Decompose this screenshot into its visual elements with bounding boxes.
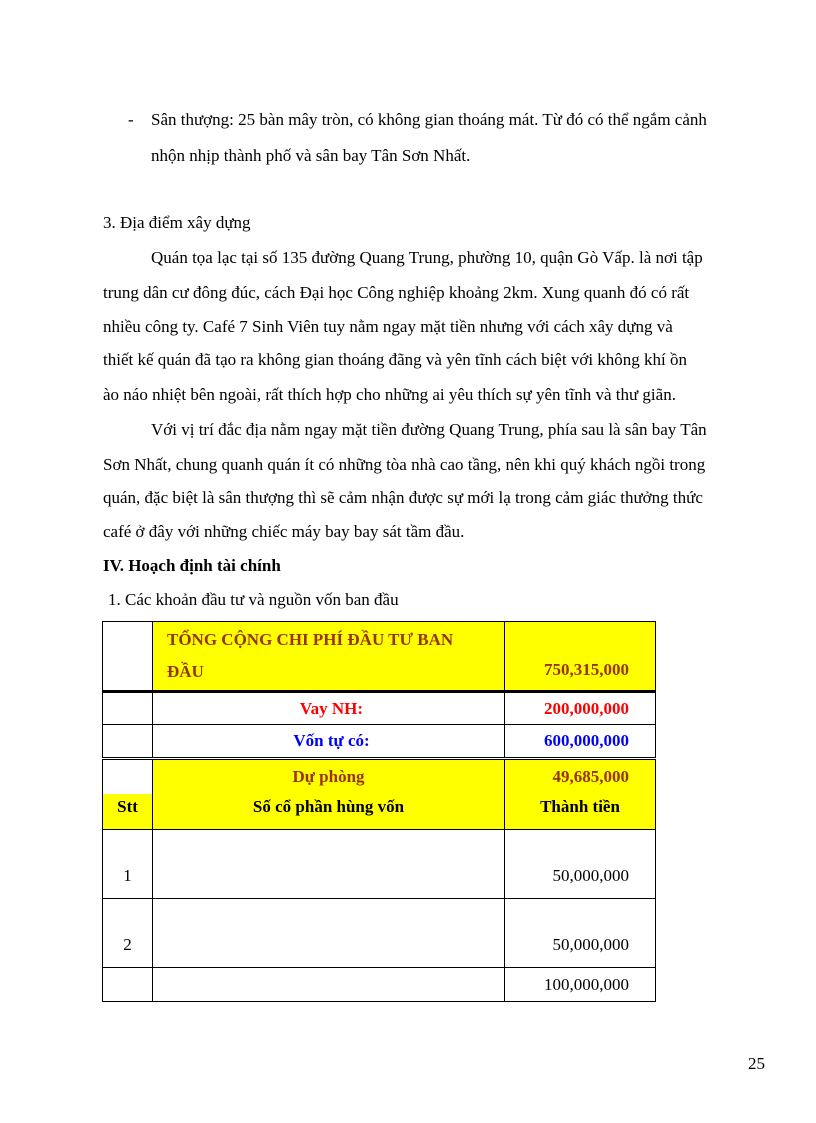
paragraph-line: Quán tọa lạc tại số 135 đường Quang Trung, phường 10, quận Gò Vấp. là nơi tập [151, 248, 703, 267]
table-cell [103, 725, 153, 759]
table-cell [153, 968, 505, 1002]
row-amount: 50,000,000 [505, 899, 656, 968]
header-amount: Thành tiền [505, 794, 656, 830]
paragraph-line: ào náo nhiệt bên ngoài, rất thích hợp cho những ai yêu thích sự yên tĩnh và thư giãn. [103, 385, 676, 404]
table-header-row [103, 794, 656, 830]
table-row-loan [103, 692, 656, 725]
loan-value: 200,000,000 [505, 692, 656, 725]
paragraph-line: quán, đặc biệt là sân thượng thì sẽ cảm nhận được sự mới lạ trong cảm giác thưởng thức [103, 488, 703, 507]
table-row-equity [103, 725, 656, 759]
paragraph-line: Sơn Nhất, chung quanh quán ít có những tòa nhà cao tầng, nên khi quý khách ngồi trong [103, 455, 706, 474]
table-row-reserve [103, 759, 656, 794]
section-4-heading: IV. Hoạch định tài chính [103, 556, 281, 575]
bullet-dash: - [128, 110, 134, 129]
paragraph-line: thiết kế quán đã tạo ra không gian thoáng đãng và yên tĩnh cách biệt với không khí ồn [103, 350, 688, 369]
bullet-line-2: nhộn nhịp thành phố và sân bay Tân Sơn Nhất. [151, 146, 471, 165]
row-stt: 1 [103, 830, 153, 899]
section-3-heading: 3. Địa điểm xây dựng [103, 213, 251, 232]
table-row [103, 830, 656, 899]
row-amount: 50,000,000 [505, 830, 656, 899]
table-row [103, 899, 656, 968]
total-label-cell [153, 622, 505, 692]
table-cell [103, 759, 153, 794]
header-stt: Stt [103, 794, 153, 830]
equity-label: Vốn tự có: [153, 725, 505, 759]
bullet-line-1: Sân thượng: 25 bàn mây tròn, có không gian thoáng mát. Từ đó có thể ngắm cảnh [151, 110, 707, 129]
table-row-sum [103, 968, 656, 1002]
reserve-label: Dự phòng [153, 759, 505, 794]
table-cell [103, 968, 153, 1002]
total-value: 750,315,000 [505, 622, 656, 692]
row-shares [153, 899, 505, 968]
investment-table [102, 621, 656, 1002]
equity-value: 600,000,000 [505, 725, 656, 759]
paragraph-line: trung dân cư đông đúc, cách Đại học Công nghiệp khoảng 2km. Xung quanh đó có rất [103, 283, 690, 302]
page-number: 25 [748, 1054, 765, 1073]
table-cell [103, 692, 153, 725]
sum-value: 100,000,000 [505, 968, 656, 1002]
header-shares: Số cổ phần hùng vốn [153, 794, 505, 830]
paragraph-line: café ở đây với những chiếc máy bay bay sát tầm đầu. [103, 522, 465, 541]
table-cell [103, 622, 153, 692]
reserve-value: 49,685,000 [505, 759, 656, 794]
loan-label: Vay NH: [153, 692, 505, 725]
row-shares [153, 830, 505, 899]
table-row-total [103, 622, 656, 692]
paragraph-line: Với vị trí đắc địa nằm ngay mặt tiền đường Quang Trung, phía sau là sân bay Tân [151, 420, 707, 439]
subsection-heading: 1. Các khoản đầu tư và nguồn vốn ban đầu [108, 590, 399, 609]
total-label-line-2: ĐẦU [167, 662, 204, 681]
total-label-line-1: TỔNG CỘNG CHI PHÍ ĐẦU TƯ BAN [167, 630, 454, 649]
row-stt: 2 [103, 899, 153, 968]
paragraph-line: nhiều công ty. Café 7 Sinh Viên tuy nằm ngay mặt tiền nhưng với cách xây dựng và [103, 317, 673, 336]
